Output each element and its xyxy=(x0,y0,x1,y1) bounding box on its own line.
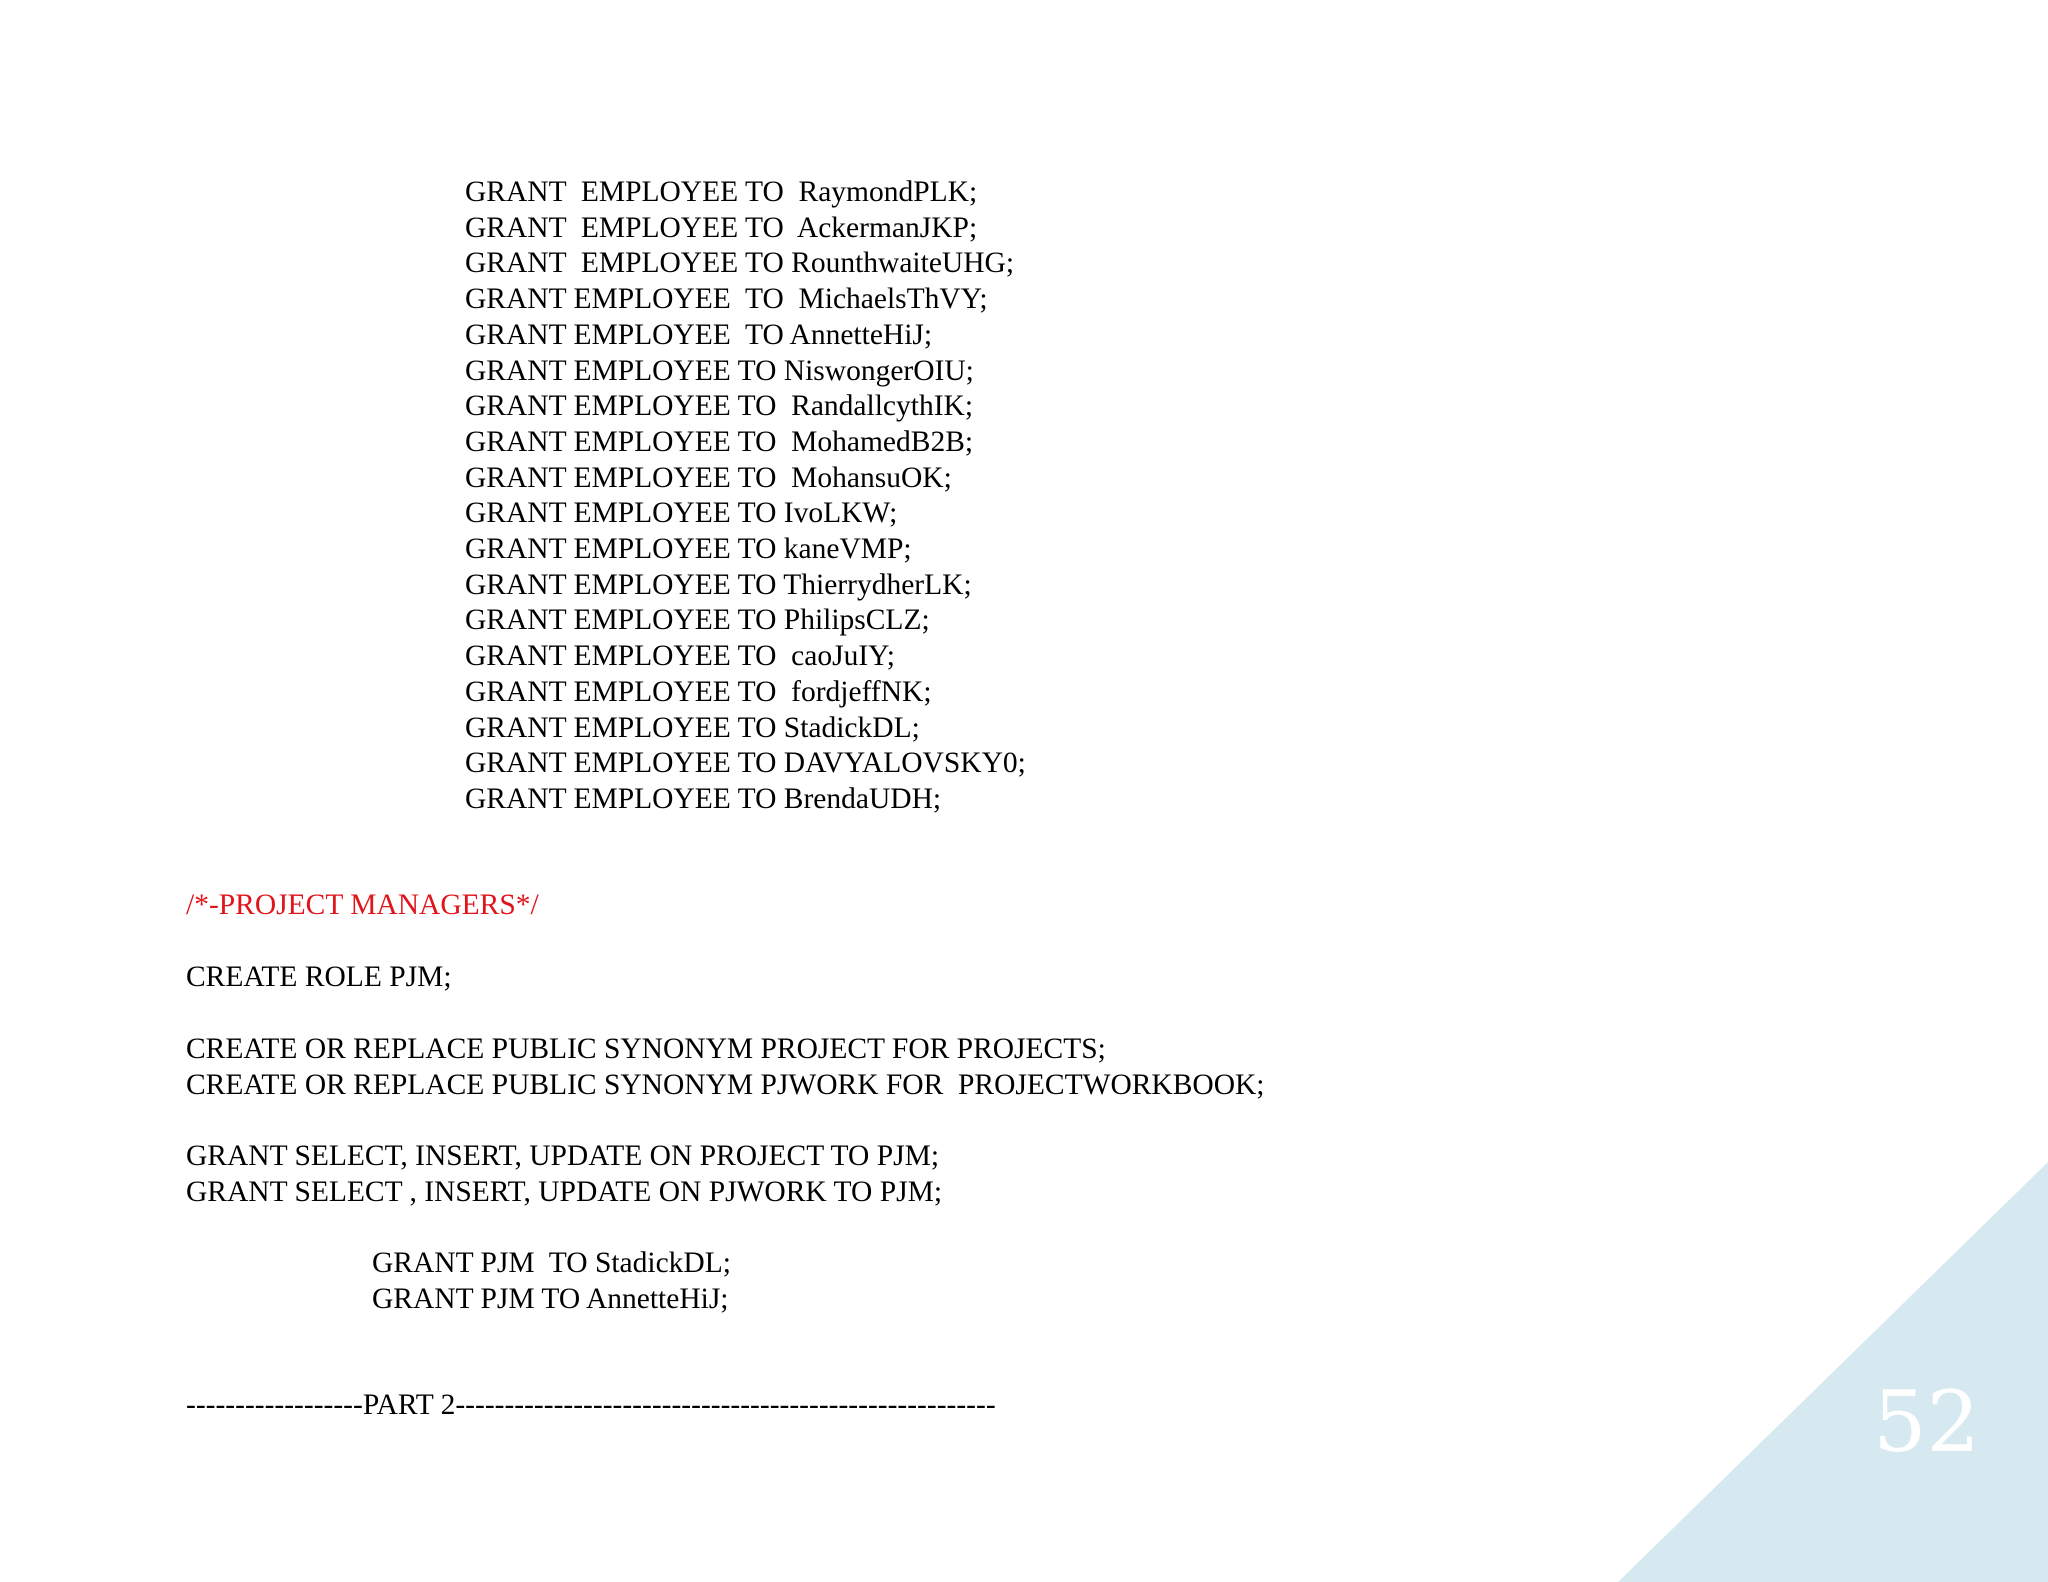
part-divider: ------------------PART 2------------------------------------------------------- xyxy=(186,1389,996,1421)
corner-decoration xyxy=(1618,1162,2048,1582)
section-comment-block xyxy=(186,888,539,924)
code-line: GRANT EMPLOYEE TO AnnetteHiJ; xyxy=(465,318,933,351)
employee-grant-list xyxy=(465,175,1026,818)
code-line: GRANT EMPLOYEE TO StadickDL; xyxy=(465,711,920,744)
privilege-line: GRANT SELECT, INSERT, UPDATE ON PROJECT TO PJM; xyxy=(186,1140,940,1172)
code-line: GRANT EMPLOYEE TO MichaelsThVY; xyxy=(465,283,988,316)
pjm-grant-line: GRANT PJM TO StadickDL; xyxy=(372,1247,731,1279)
create-role-line: CREATE ROLE PJM; xyxy=(186,961,452,993)
code-line: GRANT EMPLOYEE TO RaymondPLK; xyxy=(465,176,978,208)
section-comment: /*-PROJECT MANAGERS*/ xyxy=(186,889,539,921)
code-line: GRANT EMPLOYEE TO NiswongerOIU; xyxy=(465,354,974,387)
code-line: GRANT EMPLOYEE TO caoJuIY; xyxy=(465,640,895,673)
code-line: GRANT EMPLOYEE TO ThierrydherLK; xyxy=(465,568,972,601)
pjm-grant-block xyxy=(372,1246,731,1317)
part-divider-block xyxy=(186,1388,996,1424)
code-line: GRANT EMPLOYEE TO MohansuOK; xyxy=(465,461,952,494)
code-line: GRANT EMPLOYEE TO IvoLKW; xyxy=(465,497,898,530)
page-number: 52 xyxy=(1873,1373,1980,1471)
synonym-line: CREATE OR REPLACE PUBLIC SYNONYM PJWORK FOR PROJECTWORKBOOK; xyxy=(186,1068,1265,1101)
synonym-line: CREATE OR REPLACE PUBLIC SYNONYM PROJECT FOR PROJECTS; xyxy=(186,1033,1106,1065)
pjm-grant-line: GRANT PJM TO AnnetteHiJ; xyxy=(372,1282,729,1315)
code-line: GRANT EMPLOYEE TO kaneVMP; xyxy=(465,533,912,566)
code-line: GRANT EMPLOYEE TO RounthwaiteUHG; xyxy=(465,247,1015,280)
code-line: GRANT EMPLOYEE TO RandallcythIK; xyxy=(465,390,974,423)
code-line: GRANT EMPLOYEE TO BrendaUDH; xyxy=(465,782,942,815)
synonym-block xyxy=(186,1032,1265,1103)
code-line: GRANT EMPLOYEE TO DAVYALOVSKY0; xyxy=(465,747,1026,780)
code-line: GRANT EMPLOYEE TO AckermanJKP; xyxy=(465,211,978,244)
code-line: GRANT EMPLOYEE TO PhilipsCLZ; xyxy=(465,604,930,637)
code-line: GRANT EMPLOYEE TO MohamedB2B; xyxy=(465,425,974,458)
privilege-line: GRANT SELECT , INSERT, UPDATE ON PJWORK TO PJM; xyxy=(186,1175,943,1208)
code-line: GRANT EMPLOYEE TO fordjeffNK; xyxy=(465,675,932,708)
create-role-block xyxy=(186,960,452,996)
privilege-block xyxy=(186,1139,942,1210)
